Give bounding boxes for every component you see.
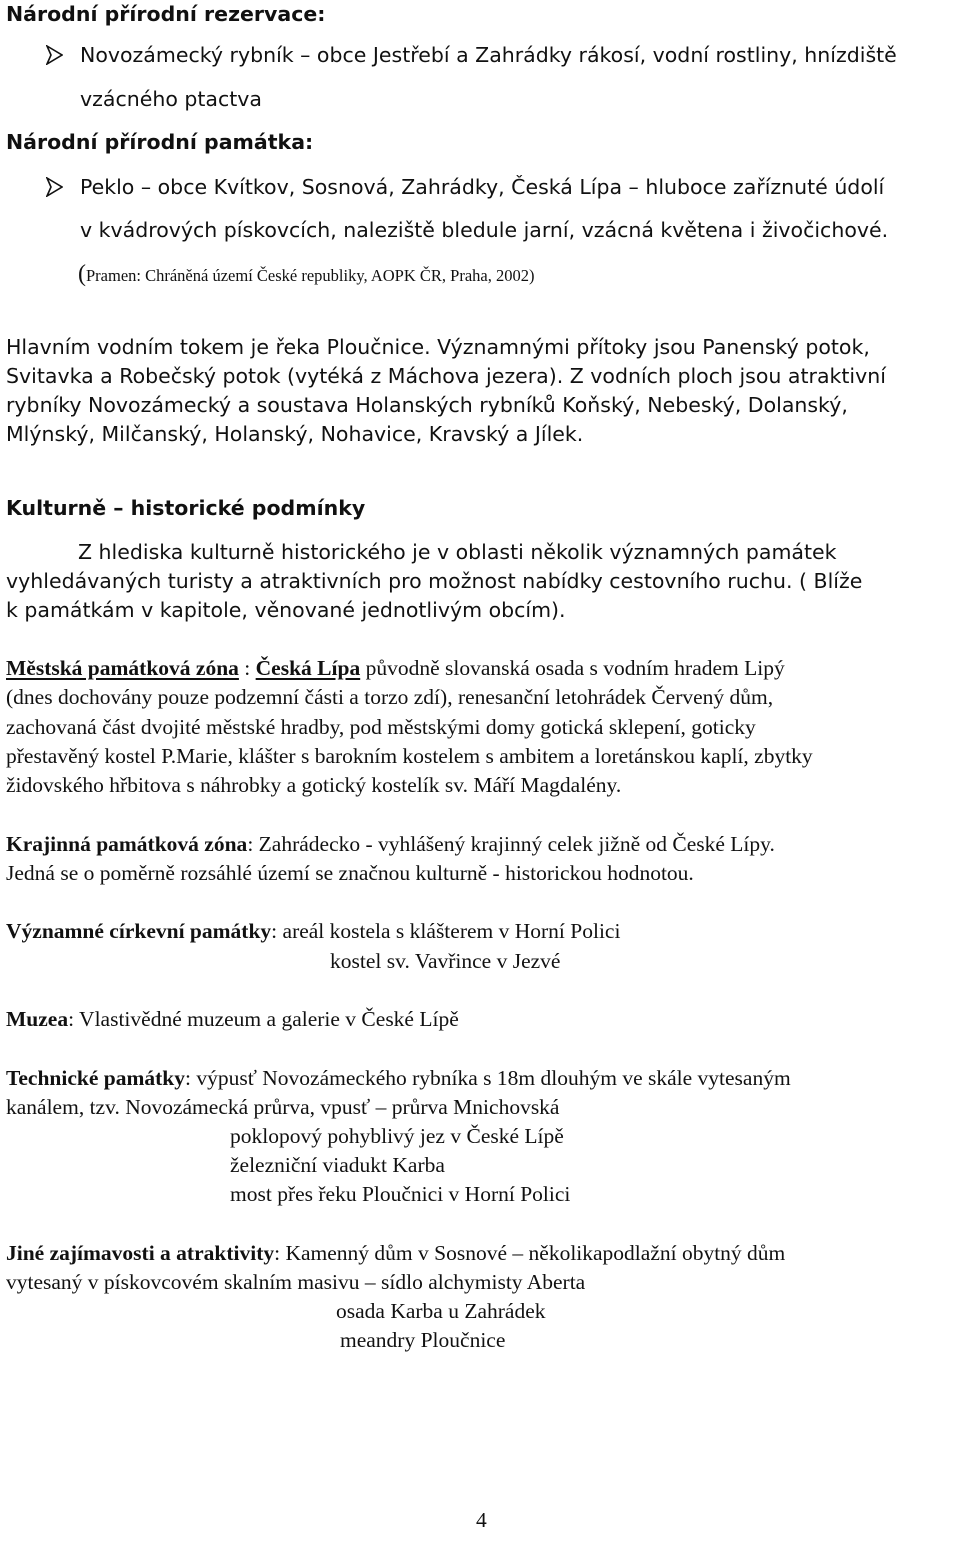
town-zone-line-1 (6, 654, 785, 682)
town-zone-line-5: židovského hřbitova s náhrobky a gotický kostelík sv. Máří Magdalény. (6, 773, 622, 797)
monument-line-2: v kvádrových pískovcích, naleziště bledule jarní, vzácná květena i živočichové. (80, 218, 889, 242)
technical-text: : výpusť Novozámeckého rybníka s 18m dlouhým ve skále vytesaným (185, 1066, 791, 1090)
monument-heading: Národní přírodní památka: (6, 130, 314, 154)
monument-line-1: Peklo – obce Kvítkov, Sosnová, Zahrádky, Česká Lípa – hluboce zaříznuté údolí (80, 175, 885, 199)
water-line-2: Svitavka a Robečský potok (vytéká z Máchova jezera). Z vodních ploch jsou atraktivní (6, 364, 886, 388)
landscape-zone-label: Krajinná památková zóna (6, 832, 248, 856)
technical-line-4: železniční viadukt Karba (230, 1153, 445, 1177)
other-line-2: vytesaný v pískovcovém skalním masivu – sídlo alchymisty Aberta (6, 1270, 586, 1294)
landscape-zone-text: : Zahrádecko - vyhlášený krajinný celek jižně od České Lípy. (247, 832, 775, 856)
technical-label: Technické památky (6, 1066, 185, 1090)
town-zone-label: Městská památková zóna (6, 656, 239, 680)
source-citation (78, 260, 534, 290)
technical-line-5: most přes řeku Ploučnici v Horní Polici (230, 1182, 571, 1206)
town-zone-text: původně slovanská osada s vodním hradem Lipý (360, 656, 785, 680)
museum-label: Muzea (6, 1007, 69, 1031)
church-label: Významné církevní památky (6, 919, 272, 943)
water-line-4: Mlýnský, Milčanský, Holanský, Nohavice, Kravský a Jílek. (6, 422, 584, 446)
other-line-4: meandry Ploučnice (340, 1328, 506, 1352)
culture-line-3: k památkám v kapitole, věnované jednotlivým obcím). (6, 598, 566, 622)
other-text: : Kamenný dům v Sosnové – několikapodlažní obytný dům (274, 1241, 786, 1265)
reserve-heading: Národní přírodní rezervace: (6, 2, 326, 26)
technical-line-3: poklopový pohyblivý jez v České Lípě (230, 1124, 564, 1148)
town-zone-line-4: přestavěný kostel P.Marie, klášter s barokním kostelem s ambitem a loretánskou kaplí, zbytky (6, 744, 813, 768)
town-zone-line-2: (dnes dochovány pouze podzemní části a torzo zdí), renesanční letohrádek Červený dům, (6, 685, 774, 709)
technical-line-2: kanálem, tzv. Novozámecká průrva, vpusť – průrva Mnichovská (6, 1095, 560, 1119)
town-zone-place: Česká Lípa (255, 656, 361, 680)
landscape-zone-line-1 (6, 830, 775, 858)
arrow-bullet-icon (46, 177, 63, 197)
arrow-bullet-icon (46, 45, 63, 65)
town-zone-line-3: zachovaná část dvojité městské hradby, pod městskými domy gotická sklepení, goticky (6, 715, 756, 739)
source-text: Pramen: Chráněná území České republiky, AOPK ČR, Praha, 2002) (86, 266, 535, 285)
other-line-3: osada Karba u Zahrádek (336, 1299, 546, 1323)
page-number: 4 (476, 1508, 487, 1532)
landscape-zone-line-2: Jedná se o poměrně rozsáhlé území se značnou kulturně - historickou hodnotou. (6, 861, 694, 885)
museum-line (6, 1005, 459, 1033)
culture-line-1: Z hlediska kulturně historického je v oblasti několik významných památek (78, 540, 837, 564)
church-line-1 (6, 917, 620, 945)
other-line-1 (6, 1239, 785, 1267)
other-label: Jiné zajímavosti a atraktivity (6, 1241, 275, 1265)
church-line-2: kostel sv. Vavřince v Jezvé (330, 949, 561, 973)
culture-line-2: vyhledávaných turisty a atraktivních pro možnost nabídky cestovního ruchu. ( Blíže (6, 569, 863, 593)
reserve-line-1: Novozámecký rybník – obce Jestřebí a Zahrádky rákosí, vodní rostliny, hnízdiště (80, 43, 897, 67)
water-line-1: Hlavním vodním tokem je řeka Ploučnice. Významnými přítoky jsou Panenský potok, (6, 335, 870, 359)
technical-line-1 (6, 1064, 791, 1092)
source-open-paren: ( (78, 261, 86, 287)
reserve-line-2: vzácného ptactva (80, 87, 262, 111)
culture-heading: Kulturně – historické podmínky (6, 496, 366, 520)
church-text: : areál kostela s klášterem v Horní Polici (271, 919, 621, 943)
museum-text: : Vlastivědné muzeum a galerie v České Lípě (68, 1007, 459, 1031)
water-line-3: rybníky Novozámecký a soustava Holanských rybníků Koňský, Nebeský, Dolanský, (6, 393, 848, 417)
town-zone-sep: : (238, 656, 256, 680)
